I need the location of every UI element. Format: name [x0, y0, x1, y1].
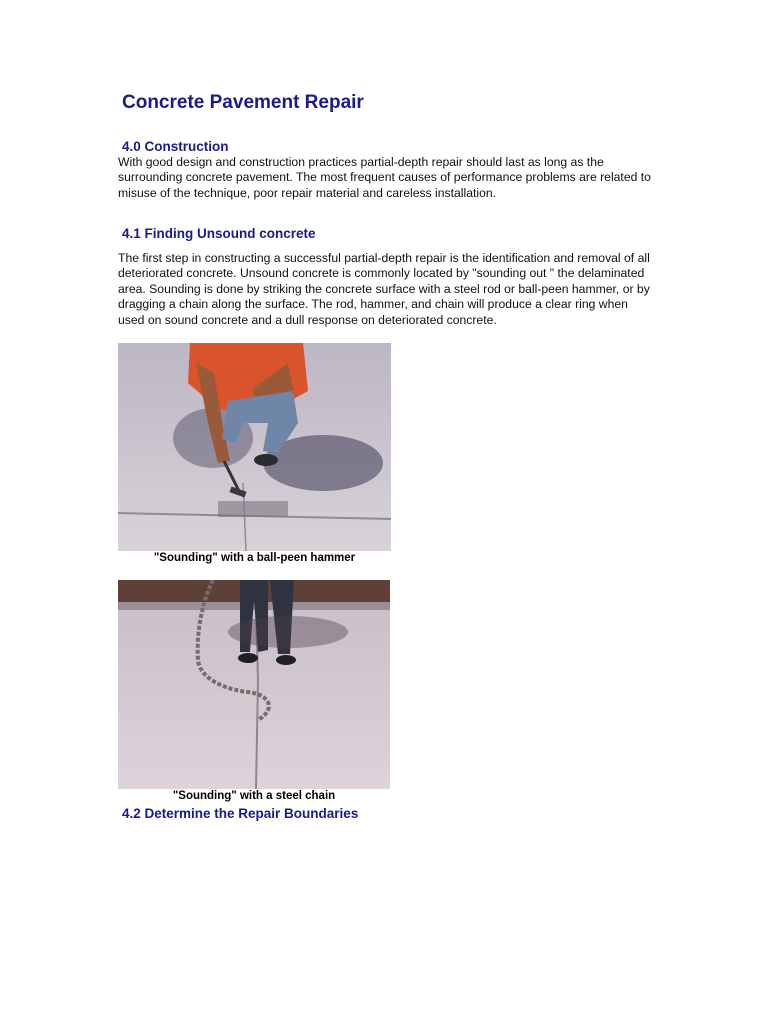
section-heading-repair-boundaries: 4.2 Determine the Repair Boundaries: [122, 806, 359, 821]
section-body-construction: With good design and construction practices partial-depth repair should last as long as the surrounding concrete pavement. The most frequent causes of performance problems are related to misuse of the technique, poor repair material and careless installation.: [118, 155, 651, 200]
section-heading-construction: 4.0 Construction: [122, 139, 229, 154]
section-body-unsound-concrete: The first step in constructing a successful partial-depth repair is the identification and removal of all deteriorated concrete. Unsound concrete is commonly located by "sounding out " the delaminated area. Sounding is done by striking the concrete surface with a steel rod or ball-peen hammer, or by dragging a chain along the surface. The rod, hammer, and chain will produce a clear ring when used on sound concrete and a dull response on deteriorated concrete.: [118, 251, 650, 327]
figure-chain-photo: [118, 580, 390, 789]
figure-hammer-photo: [118, 343, 391, 551]
page-title: Concrete Pavement Repair: [122, 92, 364, 113]
figure-hammer-caption: "Sounding" with a ball-peen hammer: [153, 552, 356, 564]
figure-chain-caption: "Sounding" with a steel chain: [172, 790, 336, 802]
section-heading-unsound-concrete: 4.1 Finding Unsound concrete: [122, 226, 316, 241]
